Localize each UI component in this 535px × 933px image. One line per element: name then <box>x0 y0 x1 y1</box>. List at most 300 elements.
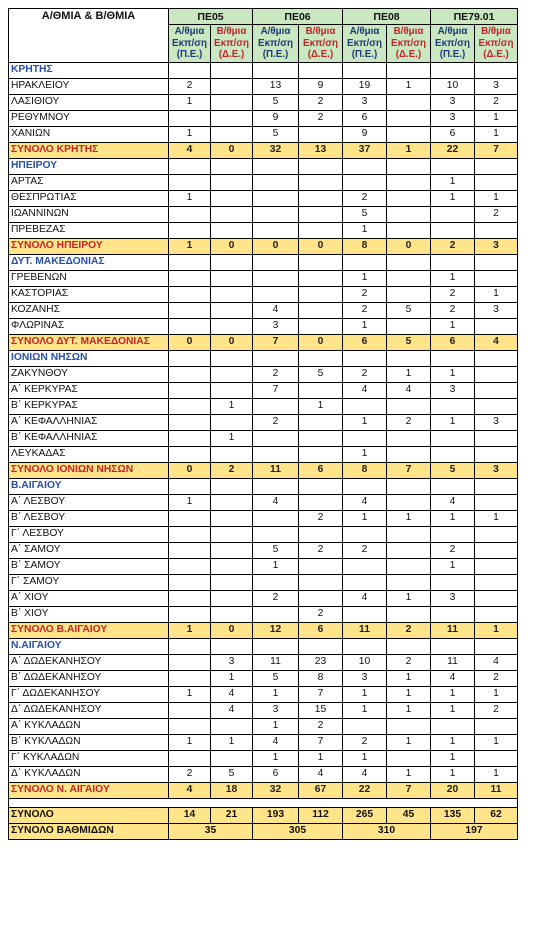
subheader-line: Α/θμια <box>260 26 291 37</box>
value-cell <box>211 590 253 606</box>
value-cell <box>475 526 518 542</box>
value-cell: 3 <box>431 382 475 398</box>
empty-cell <box>253 254 299 270</box>
value-cell: 1 <box>169 190 211 206</box>
value-cell: 1 <box>343 318 387 334</box>
value-cell: 2 <box>211 462 253 478</box>
value-cell: 7 <box>253 334 299 350</box>
value-cell: 1 <box>169 238 211 254</box>
value-cell <box>343 558 387 574</box>
value-cell <box>211 206 253 222</box>
value-cell: 45 <box>387 807 431 823</box>
level-total-cell: 197 <box>431 823 518 839</box>
value-cell: 5 <box>431 462 475 478</box>
value-cell <box>343 398 387 414</box>
value-cell: 4 <box>343 590 387 606</box>
blank-row <box>9 798 518 807</box>
value-cell: 4 <box>475 654 518 670</box>
value-cell <box>211 318 253 334</box>
empty-cell <box>299 350 343 366</box>
empty-cell <box>211 478 253 494</box>
empty-cell <box>253 62 299 78</box>
row-label: ΣΥΝΟΛΟ Β.ΑΙΓΑΙΟΥ <box>9 622 169 638</box>
value-cell: 21 <box>211 807 253 823</box>
row-label: Α΄ ΧΙΟΥ <box>9 590 169 606</box>
value-cell: 1 <box>211 430 253 446</box>
value-cell <box>387 318 431 334</box>
empty-cell <box>253 638 299 654</box>
empty-cell <box>387 158 431 174</box>
value-cell <box>299 558 343 574</box>
value-cell <box>475 494 518 510</box>
value-cell <box>211 222 253 238</box>
value-cell <box>387 206 431 222</box>
value-cell <box>169 526 211 542</box>
value-cell: 1 <box>169 126 211 142</box>
value-cell <box>169 702 211 718</box>
value-cell: 2 <box>343 190 387 206</box>
value-cell <box>431 222 475 238</box>
value-cell: 5 <box>211 766 253 782</box>
value-cell <box>387 430 431 446</box>
value-cell: 2 <box>253 590 299 606</box>
subheader-pe-0 <box>169 25 211 63</box>
data-row <box>9 542 518 558</box>
subheader-line: Εκπ/ση <box>391 37 426 49</box>
value-cell <box>211 78 253 94</box>
data-row <box>9 382 518 398</box>
value-cell: 67 <box>299 782 343 798</box>
value-cell: 1 <box>475 286 518 302</box>
empty-cell <box>431 254 475 270</box>
subheader-pe-1 <box>253 25 299 63</box>
value-cell <box>387 222 431 238</box>
value-cell: 1 <box>475 622 518 638</box>
empty-cell <box>299 478 343 494</box>
empty-cell <box>169 158 211 174</box>
value-cell <box>475 446 518 462</box>
value-cell: 1 <box>343 702 387 718</box>
value-cell <box>169 670 211 686</box>
subheader-line: (Π.Ε.) <box>351 49 378 60</box>
empty-cell <box>431 62 475 78</box>
value-cell <box>299 302 343 318</box>
value-cell: 1 <box>387 366 431 382</box>
data-row <box>9 398 518 414</box>
region-label: Β.ΑΙΓΑΙΟΥ <box>9 478 169 494</box>
value-cell <box>299 286 343 302</box>
value-cell: 1 <box>211 670 253 686</box>
empty-cell <box>387 254 431 270</box>
value-cell: 2 <box>387 414 431 430</box>
value-cell: 1 <box>387 670 431 686</box>
value-cell: 3 <box>253 318 299 334</box>
group-header-pe06: ΠΕ06 <box>253 9 343 25</box>
value-cell <box>387 542 431 558</box>
level-total-cell: 305 <box>253 823 343 839</box>
value-cell: 1 <box>475 734 518 750</box>
value-cell: 265 <box>343 807 387 823</box>
value-cell <box>299 174 343 190</box>
empty-cell <box>343 478 387 494</box>
value-cell: 13 <box>299 142 343 158</box>
value-cell <box>299 430 343 446</box>
group-header-pe08: ΠΕ08 <box>343 9 431 25</box>
value-cell <box>475 174 518 190</box>
value-cell: 3 <box>475 414 518 430</box>
value-cell <box>211 446 253 462</box>
value-cell <box>431 606 475 622</box>
value-cell <box>431 446 475 462</box>
data-row <box>9 366 518 382</box>
value-cell <box>343 526 387 542</box>
value-cell: 0 <box>169 334 211 350</box>
data-row <box>9 590 518 606</box>
value-cell <box>387 286 431 302</box>
value-cell: 19 <box>343 78 387 94</box>
value-cell: 9 <box>299 78 343 94</box>
value-cell: 3 <box>211 654 253 670</box>
value-cell <box>387 126 431 142</box>
value-cell: 0 <box>211 622 253 638</box>
data-row <box>9 750 518 766</box>
value-cell <box>387 606 431 622</box>
value-cell: 1 <box>431 686 475 702</box>
value-cell <box>169 382 211 398</box>
row-label: ΦΛΩΡΙΝΑΣ <box>9 318 169 334</box>
subheader-line: Α/θμια <box>437 26 468 37</box>
value-cell <box>253 206 299 222</box>
value-cell: 7 <box>387 782 431 798</box>
value-cell: 32 <box>253 142 299 158</box>
empty-cell <box>475 638 518 654</box>
value-cell: 2 <box>475 206 518 222</box>
value-cell: 3 <box>253 702 299 718</box>
empty-cell <box>211 350 253 366</box>
value-cell: 1 <box>343 222 387 238</box>
total-row <box>9 238 518 254</box>
region-label: ΙΟΝΙΩΝ ΝΗΣΩΝ <box>9 350 169 366</box>
value-cell: 5 <box>343 206 387 222</box>
value-cell: 1 <box>169 94 211 110</box>
value-cell <box>475 750 518 766</box>
value-cell: 2 <box>431 302 475 318</box>
value-cell: 2 <box>299 606 343 622</box>
value-cell <box>431 574 475 590</box>
empty-cell <box>475 350 518 366</box>
data-row <box>9 270 518 286</box>
value-cell: 1 <box>431 174 475 190</box>
value-cell: 11 <box>253 654 299 670</box>
empty-cell <box>299 62 343 78</box>
empty-cell <box>387 350 431 366</box>
value-cell: 1 <box>431 558 475 574</box>
value-cell: 4 <box>253 302 299 318</box>
value-cell: 3 <box>431 590 475 606</box>
value-cell <box>431 398 475 414</box>
value-cell: 4 <box>431 494 475 510</box>
value-cell: 9 <box>253 110 299 126</box>
value-cell: 3 <box>475 302 518 318</box>
value-cell: 1 <box>475 510 518 526</box>
value-cell <box>343 430 387 446</box>
empty-cell <box>387 638 431 654</box>
value-cell <box>475 574 518 590</box>
value-cell: 4 <box>253 494 299 510</box>
subheader-line: Α/θμια <box>349 26 380 37</box>
row-label: ΙΩΑΝΝΙΝΩΝ <box>9 206 169 222</box>
data-row <box>9 206 518 222</box>
value-cell <box>253 222 299 238</box>
value-cell: 0 <box>211 142 253 158</box>
value-cell: 5 <box>299 366 343 382</box>
value-cell <box>169 718 211 734</box>
value-cell: 2 <box>387 654 431 670</box>
value-cell <box>475 558 518 574</box>
value-cell: 15 <box>299 702 343 718</box>
value-cell <box>169 302 211 318</box>
value-cell: 5 <box>387 334 431 350</box>
subheader-de-2 <box>387 25 431 63</box>
data-row <box>9 494 518 510</box>
value-cell: 2 <box>475 702 518 718</box>
total-row <box>9 782 518 798</box>
value-cell: 1 <box>387 734 431 750</box>
value-cell: 5 <box>253 94 299 110</box>
value-cell: 4 <box>211 686 253 702</box>
value-cell <box>343 606 387 622</box>
total-row <box>9 462 518 478</box>
value-cell: 4 <box>343 494 387 510</box>
value-cell: 4 <box>211 702 253 718</box>
data-row <box>9 526 518 542</box>
value-cell <box>211 286 253 302</box>
value-cell: 0 <box>387 238 431 254</box>
data-row <box>9 318 518 334</box>
row-label: ΡΕΘΥΜΝΟΥ <box>9 110 169 126</box>
empty-cell <box>475 62 518 78</box>
value-cell: 8 <box>343 462 387 478</box>
subheader-line: (Π.Ε.) <box>176 49 203 60</box>
value-cell: 22 <box>431 142 475 158</box>
value-cell <box>211 270 253 286</box>
value-cell <box>299 222 343 238</box>
value-cell <box>169 110 211 126</box>
value-cell <box>211 558 253 574</box>
data-row <box>9 78 518 94</box>
subheader-line: Α/θμια <box>174 26 205 37</box>
empty-cell <box>169 478 211 494</box>
value-cell <box>169 414 211 430</box>
value-cell <box>211 94 253 110</box>
value-cell: 1 <box>169 494 211 510</box>
data-row <box>9 766 518 782</box>
value-cell: 6 <box>253 766 299 782</box>
data-row <box>9 558 518 574</box>
row-label: ΣΥΝΟΛΟ Ν. ΑΙΓΑΙΟΥ <box>9 782 169 798</box>
value-cell: 1 <box>475 686 518 702</box>
row-label: ΚΟΖΑΝΗΣ <box>9 302 169 318</box>
value-cell <box>387 446 431 462</box>
value-cell <box>211 174 253 190</box>
value-cell: 1 <box>431 414 475 430</box>
empty-cell <box>475 158 518 174</box>
row-label: ΑΡΤΑΣ <box>9 174 169 190</box>
value-cell: 4 <box>169 782 211 798</box>
value-cell: 5 <box>253 126 299 142</box>
empty-cell <box>169 254 211 270</box>
value-cell <box>475 430 518 446</box>
value-cell: 7 <box>299 686 343 702</box>
value-cell <box>253 446 299 462</box>
value-cell: 8 <box>343 238 387 254</box>
value-cell <box>253 430 299 446</box>
value-cell: 11 <box>475 782 518 798</box>
value-cell: 3 <box>475 78 518 94</box>
row-label: Β΄ ΚΕΡΚΥΡΑΣ <box>9 398 169 414</box>
value-cell <box>299 590 343 606</box>
subheader-line: Εκπ/ση <box>303 37 338 49</box>
value-cell <box>475 382 518 398</box>
value-cell: 3 <box>475 238 518 254</box>
value-cell <box>387 494 431 510</box>
data-row <box>9 686 518 702</box>
region-row <box>9 254 518 270</box>
row-label: ΛΑΣΙΘΙΟΥ <box>9 94 169 110</box>
value-cell <box>253 574 299 590</box>
value-cell: 2 <box>343 302 387 318</box>
value-cell <box>211 302 253 318</box>
subheader-line: Β/θμια <box>305 26 336 37</box>
row-label: ΖΑΚΥΝΘΟΥ <box>9 366 169 382</box>
value-cell: 2 <box>475 94 518 110</box>
value-cell: 2 <box>343 734 387 750</box>
value-cell <box>299 526 343 542</box>
value-cell: 9 <box>343 126 387 142</box>
value-cell: 11 <box>253 462 299 478</box>
value-cell <box>299 382 343 398</box>
value-cell: 5 <box>253 670 299 686</box>
value-cell <box>169 222 211 238</box>
value-cell: 2 <box>169 78 211 94</box>
value-cell: 1 <box>387 686 431 702</box>
data-row <box>9 702 518 718</box>
row-label: ΠΡΕΒΕΖΑΣ <box>9 222 169 238</box>
subheader-line: Εκπ/ση <box>435 37 470 49</box>
value-cell: 1 <box>253 686 299 702</box>
value-cell <box>475 318 518 334</box>
group-header-pe7901: ΠΕ79.01 <box>431 9 518 25</box>
empty-cell <box>343 158 387 174</box>
empty-cell <box>211 158 253 174</box>
value-cell <box>387 398 431 414</box>
data-row <box>9 286 518 302</box>
value-cell: 1 <box>211 398 253 414</box>
value-cell: 1 <box>169 686 211 702</box>
row-label: ΗΡΑΚΛΕΙΟΥ <box>9 78 169 94</box>
row-label: ΓΡΕΒΕΝΩΝ <box>9 270 169 286</box>
row-label: Α΄ ΚΥΚΛΑΔΩΝ <box>9 718 169 734</box>
value-cell <box>211 750 253 766</box>
value-cell: 1 <box>169 734 211 750</box>
value-cell <box>299 270 343 286</box>
value-cell: 135 <box>431 807 475 823</box>
value-cell <box>387 174 431 190</box>
value-cell: 1 <box>211 734 253 750</box>
subheader-line: (Π.Ε.) <box>439 49 466 60</box>
value-cell <box>169 446 211 462</box>
region-label: ΔΥΤ. ΜΑΚΕΔΟΝΙΑΣ <box>9 254 169 270</box>
value-cell: 6 <box>431 334 475 350</box>
total-row <box>9 142 518 158</box>
value-cell: 1 <box>431 734 475 750</box>
row-label: Γ΄ ΣΑΜΟΥ <box>9 574 169 590</box>
value-cell: 1 <box>387 142 431 158</box>
region-row <box>9 478 518 494</box>
data-row <box>9 606 518 622</box>
empty-cell <box>343 350 387 366</box>
value-cell <box>299 494 343 510</box>
value-cell <box>475 718 518 734</box>
value-cell <box>169 318 211 334</box>
value-cell: 3 <box>475 462 518 478</box>
value-cell: 7 <box>299 734 343 750</box>
value-cell: 14 <box>169 807 211 823</box>
subheader-line: Εκπ/ση <box>258 37 293 49</box>
value-cell: 2 <box>431 238 475 254</box>
value-cell: 1 <box>343 270 387 286</box>
empty-cell <box>211 62 253 78</box>
data-row <box>9 126 518 142</box>
value-cell: 1 <box>253 750 299 766</box>
subheader-de-1 <box>299 25 343 63</box>
row-label: ΚΑΣΤΟΡΙΑΣ <box>9 286 169 302</box>
row-label: Β΄ ΚΥΚΛΑΔΩΝ <box>9 734 169 750</box>
subheader-line: Εκπ/ση <box>347 37 382 49</box>
value-cell <box>343 574 387 590</box>
row-label: Β΄ ΣΑΜΟΥ <box>9 558 169 574</box>
group-header-pe05: ΠΕ05 <box>169 9 253 25</box>
value-cell <box>169 366 211 382</box>
value-cell: 1 <box>343 446 387 462</box>
value-cell <box>169 574 211 590</box>
empty-cell <box>475 478 518 494</box>
subheader-de-3 <box>475 25 518 63</box>
region-label: Ν.ΑΙΓΑΙΟΥ <box>9 638 169 654</box>
value-cell: 6 <box>299 622 343 638</box>
data-row <box>9 110 518 126</box>
row-label: ΘΕΣΠΡΩΤΙΑΣ <box>9 190 169 206</box>
data-row <box>9 430 518 446</box>
value-cell: 4 <box>475 334 518 350</box>
total-row <box>9 622 518 638</box>
subheader-line: (Δ.Ε.) <box>395 49 422 60</box>
value-cell <box>253 510 299 526</box>
row-label: Β΄ ΚΕΦΑΛΛΗΝΙΑΣ <box>9 430 169 446</box>
level-total-cell: 310 <box>343 823 431 839</box>
value-cell <box>169 542 211 558</box>
value-cell: 2 <box>475 670 518 686</box>
empty-cell <box>387 62 431 78</box>
value-cell <box>299 414 343 430</box>
value-cell: 1 <box>431 750 475 766</box>
value-cell <box>387 94 431 110</box>
value-cell: 20 <box>431 782 475 798</box>
value-cell <box>169 174 211 190</box>
value-cell: 10 <box>343 654 387 670</box>
value-cell: 1 <box>475 190 518 206</box>
value-cell: 193 <box>253 807 299 823</box>
